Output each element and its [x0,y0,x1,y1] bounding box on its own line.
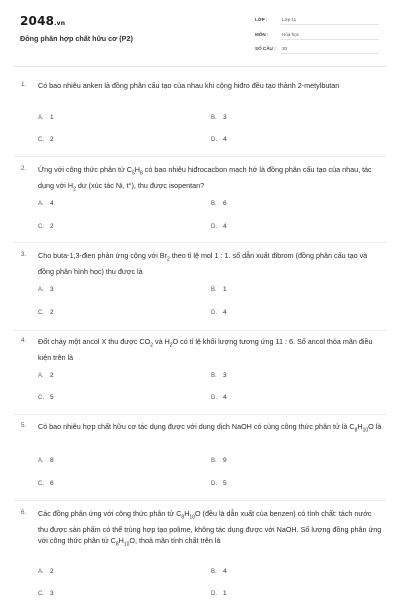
question-number: 6. [21,509,27,516]
question-text: Cho buta-1,3-đien phản ứng cộng với $Br_2$ theo tỉ lệ mol 1 : 1. số dẫn xuất đibrom (đồng phân cấu tạo và đồng phân hình học) thu được là [38,251,368,276]
meta-subject-value: Hóa học [282,32,300,37]
option-value: 6 [223,200,227,207]
question-divider [14,242,386,243]
option-value: 3 [223,114,227,121]
option-letter: C. [38,310,44,316]
option-a[interactable] [38,286,54,293]
logo-text: 2048 [20,14,55,28]
question-text: Có bao nhiêu anken là đồng phân cấu tạo của nhau khi cộng hiđro đều tạo thành 2-metylbutan [38,81,340,90]
question-number: 4. [21,337,27,344]
question-text: Các đồng phân ứng với công thức phân tử $C_8H_{10}O$ (đều là dẫn xuất của benzen) có tính chất: tách nước thu được sản phẩm có thể trùng hợp tạo polime, không tác dụng được với NaOH. Số lượng đồng phân ứng với công thức phân tử $C_8H_{10}O$, thoả mãn tính chất trên là [38,509,382,548]
option-letter: C. [38,137,44,143]
option-b[interactable] [211,372,227,379]
option-a[interactable] [38,568,54,575]
option-value: 8 [50,457,54,464]
option-b[interactable] [211,200,227,207]
option-letter: C. [38,395,44,401]
option-letter: D. [211,310,217,316]
header-divider [14,66,386,67]
option-a[interactable] [38,114,54,121]
option-letter: A. [38,201,44,207]
option-letter: D. [211,224,217,230]
option-value: 4 [223,394,227,401]
option-value: 2 [50,136,54,143]
meta-subject-line [281,39,379,40]
meta-class-line [281,24,379,25]
option-c[interactable] [38,223,54,230]
question-text: Có bao nhiêu hợp chất hữu cơ tác dụng được với dung dịch NaOH có cùng công thức phân tử là $C_8H_{10}O$ là [38,422,382,434]
option-value: 3 [50,286,54,293]
option-value: 4 [223,568,227,575]
document-header [0,0,400,70]
option-value: 1 [223,286,227,293]
option-b[interactable] [211,114,227,121]
option-c[interactable] [38,480,54,487]
option-c[interactable] [38,394,54,401]
option-value: 1 [223,590,227,597]
option-c[interactable] [38,309,54,316]
option-value: 4 [223,223,227,230]
option-d[interactable] [211,309,227,316]
option-value: 3 [50,590,54,597]
option-letter: A. [38,458,44,464]
option-a[interactable] [38,372,54,379]
question-divider [14,500,386,501]
question-divider [14,414,386,415]
option-letter: B. [211,201,217,207]
option-letter: D. [211,481,217,487]
option-value: 5 [223,480,227,487]
question-number: 5. [21,422,27,429]
meta-subject-key: MÔN : [255,32,269,37]
question-number: 2. [21,165,27,172]
option-value: 4 [223,136,227,143]
option-letter: B. [211,373,217,379]
option-value: 2 [50,568,54,575]
question-number: 1. [21,81,27,88]
option-b[interactable] [211,286,227,293]
question-divider [14,330,386,331]
question-text: Đốt cháy một ancol X thu được $CO_2$ và $H_2O$ có tỉ lệ khối lượng tương ứng 11 : 6. Số ancol thỏa mãn điều kiện trên là [38,337,373,362]
option-d[interactable] [211,394,227,401]
option-letter: C. [38,224,44,230]
meta-class-key: LỚP : [255,17,268,22]
option-d[interactable] [211,480,227,487]
site-logo[interactable] [20,14,65,28]
option-value: 4 [223,309,227,316]
option-letter: B. [211,458,217,464]
option-b[interactable] [211,457,227,464]
option-letter: B. [211,115,217,121]
meta-class-value: Lớp 11 [282,17,297,22]
option-value: 9 [223,457,227,464]
option-letter: D. [211,137,217,143]
option-letter: A. [38,373,44,379]
option-value: 3 [223,372,227,379]
option-letter: C. [38,481,44,487]
option-letter: D. [211,591,217,597]
option-letter: C. [38,591,44,597]
document-title: Đồng phân hợp chất hữu cơ (P2) [20,34,133,43]
option-value: 2 [50,309,54,316]
meta-count-value: 30 [282,46,288,51]
option-value: 2 [50,372,54,379]
question-number: 3. [21,251,27,258]
option-value: 5 [50,394,54,401]
option-letter: B. [211,569,217,575]
option-d[interactable] [211,590,227,597]
logo-suffix: .vn [54,20,66,27]
option-value: 1 [50,114,54,121]
option-letter: A. [38,569,44,575]
option-c[interactable] [38,590,54,597]
meta-count-key: SỐ CÂU : [255,46,276,51]
option-value: 4 [50,200,54,207]
option-value: 6 [50,480,54,487]
option-a[interactable] [38,200,54,207]
option-b[interactable] [211,568,227,575]
option-value: 2 [50,223,54,230]
option-letter: B. [211,287,217,293]
question-text: Ứng với công thức phân tử $C_5H_8$ có bao nhiêu hiđrocacbon mạch hở là đồng phân cấu tạo của nhau, tác dụng với $H_2$ dư (xúc tác Ni, t°), thu được isopentan? [38,165,372,193]
question-divider [14,156,386,157]
option-d[interactable] [211,136,227,143]
option-a[interactable] [38,457,54,464]
option-c[interactable] [38,136,54,143]
option-d[interactable] [211,223,227,230]
option-letter: A. [38,287,44,293]
option-letter: A. [38,115,44,121]
option-letter: D. [211,395,217,401]
meta-count-line [281,53,379,54]
